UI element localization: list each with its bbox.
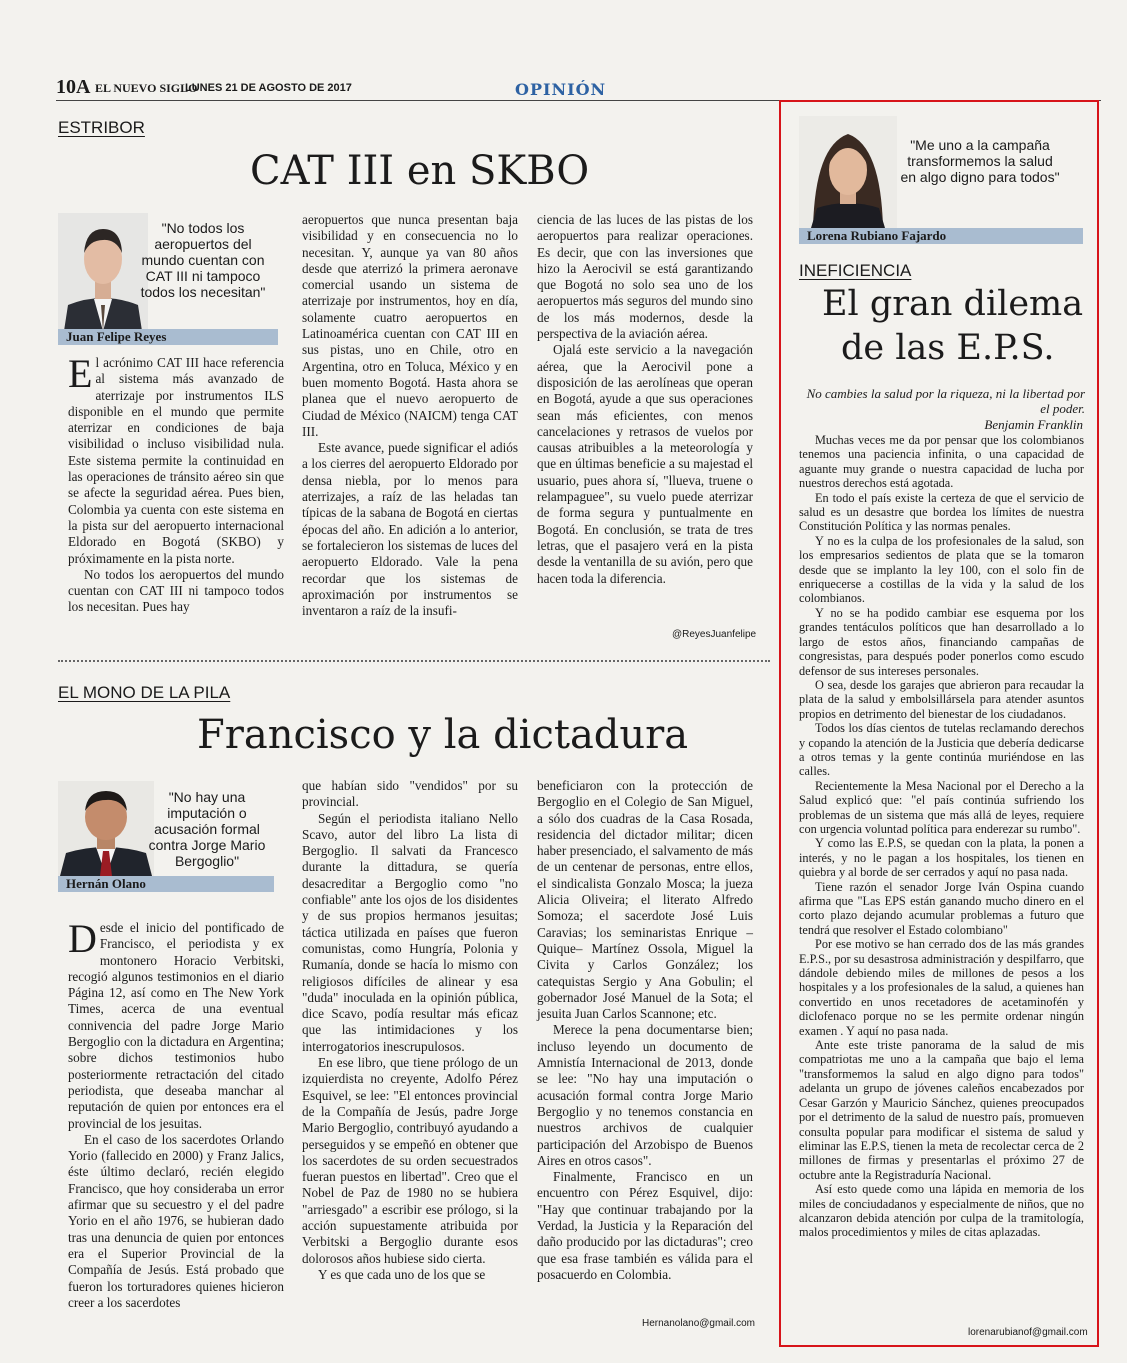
article3-paragraph: Así esto quede como una lápida en memoria de los miles de conciudadanos y especialmente de niños, que no alcanzaron debida atención por culpa de la tramitología, malos procedimientos y miles de citas aplazadas. bbox=[799, 1182, 1084, 1240]
article2-headline: Francisco y la dictadura bbox=[197, 712, 689, 758]
article3-paragraph: Recientemente la Mesa Nacional por el Derecho a la Salud explicó que: "el país continúa sufriendo los problemas de un sistema que más allá de leyes, requiere con urgencia voluntad política para enderezar su rumbo". bbox=[799, 778, 1084, 836]
article2-paragraph: Según el periodista italiano Nello Scavo, autor del libro La lista di Bergoglio. Il salvati da Francesco durante la dittadura, se quería desacreditar a Bergoglio como "no confiable" ante los ojos de los disidentes y de sus propios hermanos jesuitas; táctica utilizada en países que fueron comunistas, como Hungría, Polonia y Rumanía, donde se hacía lo mismo con religiosos difíciles de alinear y esa "duda" inoculada en la opinión pública, dice Scavo, podía resultar más eficaz que las intimidaciones y los interrogatorios inescrupulosos. bbox=[302, 810, 518, 1054]
article3-paragraph: Y no es la culpa de los profesionales de la salud, son los empresarios sedientos de plata que se la tomaron desde que se implanto la ley 100, con el solo fin de enriquecerse a costillas de la vida y la salud de los colombianos. bbox=[799, 533, 1084, 606]
article1-paragraph: No todos los aeropuertos del mundo cuentan con CAT III ni tampoco todos los necesitan. Pues hay bbox=[68, 566, 284, 615]
author-photo-juan-felipe-reyes bbox=[58, 213, 148, 331]
article3-kicker: INEFICIENCIA bbox=[799, 261, 912, 280]
article2-column-2 bbox=[302, 778, 518, 1283]
article1-column-1 bbox=[68, 351, 284, 616]
article3-paragraph: Por ese motivo se han cerrado dos de las más grandes E.P.S., por su desastrosa administración y despilfarro, que dándole debiendo miles de millones de pesos a los hospitales y a los profesionales de la salud, a quienes han convertido en unos recetadores de acetaminofén y diclofenaco porque no se les permite ordenar ningún examen . Y aquí no pasa nada. bbox=[799, 937, 1084, 1038]
article3-paragraph: Todos los días cientos de tutelas reclamando derechos y copando la atención de la Justicia que debería dedicarse a otros temas y la gente continúa muriéndose en las calles. bbox=[799, 721, 1084, 779]
dropcap-letter: E bbox=[68, 351, 93, 396]
article1-paragraph: ciencia de las luces de las pistas de los aeropuertos para realizar operaciones. Es decir, que con las inversiones que hizo la Aerocivil se está garantizando que Bogotá no solo sea uno de los aeropuertos más seguros del mundo sino de los más modernos, desde la perspectiva de la aviación aérea. bbox=[537, 212, 753, 342]
article2-paragraph: En el caso de los sacerdotes Orlando Yorio (fallecido en 2000) y Franz Jalics, éste último declaró, recién elegido Francisco, que hoy consideraba un error afirmar que su secuestro y el del padre Yorio en el año 1976, se hubieran dado tras una denuncia de quien por entonces era el Superior Provincial de la Compañía de Jesús. Está probado que fueron los torturadores quienes hicieron creer a los sacerdotes bbox=[68, 1131, 284, 1310]
article2-paragraph: En ese libro, que tiene prólogo de un izquierdista no creyente, Adolfo Pérez Esquivel, se lee: "El entonces provincial de la Compañía de Jesús, padre Jorge Mario Bergoglio, contribuyó ayudando a perseguidos y se empeñó en obtener que los sacerdotes de su orden secuestrados fueran puestos en libertad". Creo que el Nobel de Paz de 1980 no se hubiera "arriesgado" a escribir ese prólogo, si la acción supuestamente atribuida por Verbitski a Bergoglio durante esos dolorosos años hubiese sido cierta. bbox=[302, 1055, 518, 1266]
article3-author: Lorena Rubiano Fajardo bbox=[799, 228, 1083, 244]
article3-epigraph-author: Benjamin Franklin bbox=[984, 417, 1083, 432]
article3-headline-line-2: de las E.P.S. bbox=[841, 328, 1055, 368]
article3-paragraph: Tiene razón el senador Jorge Iván Ospina cuando afirma que "Las EPS están ganando mucho dinero en el corto plazo dejando acumular problemas a futuro que tendrá que resolver el Estado colombiano" bbox=[799, 879, 1084, 937]
article3-paragraph: O sea, desde los garajes que abrieron para recaudar la plata de la salud y embolsillársela para atender asuntos propios en detrimento del bienestar de los ciudadanos. bbox=[799, 677, 1084, 721]
article2-kicker: EL MONO DE LA PILA bbox=[58, 683, 231, 702]
article3-paragraph: Ante este triste panorama de la salud de mis compatriotas me uno a la campaña que bajo el lema "transformemos la salud en algo digno para todos" adelanta un grupo de jóvenes caleños encabezados por Cesar Garzón y Mauricio Sánchez, quienes preocupados por el detrimento de la salud de nuestro país, promueven consulta popular para modificar el sistema de salud y eliminar las E.P.S, tienen la meta de recolectar cerca de 2 millones de firmas y presentarlas el próximo 27 de octubre ante la Registraduría Nacional. bbox=[799, 1038, 1084, 1182]
article2-paragraph: beneficiaron con la protección de Bergoglio en el Colegio de San Miguel, a sólo dos cuadras de la Casa Rosada, residencia del dictador militar; dicen haber presenciado, el salvamento de más de un centenar de personas, entre ellos, el sindicalista Gonzalo Mosca; la jueza Alicia Oliveira; el literato Alfredo Somoza; el sacerdote José Luis Caravias; los seminaristas Enrique –Quique– Martínez Ossola, Miguel la Civita y Carlos González; los catequistas Sergio y Ana Gobulin; el gobernador José Manuel de la Sota; el jesuita Juan Carlos Scannone; etc. bbox=[537, 778, 753, 1022]
article2-paragraph: Merece la pena documentarse bien; incluso leyendo un documento de Amnistía Internacional de 2013, donde se lee: "No hay una imputación o acusación formal contra Jorge Mario Bergoglio y no tenemos constancia en nuestros archivos de cualquier participación del Arzobispo de Buenos Aires en otros casos". bbox=[537, 1022, 753, 1168]
newspaper-name: EL NUEVO SIGLO bbox=[95, 81, 198, 95]
article2-column-1 bbox=[68, 916, 284, 1311]
article2-pull-quote: "No hay una imputación o acusación formal contra Jorge Mario Bergoglio" bbox=[148, 789, 266, 869]
article3-body bbox=[799, 433, 1084, 1240]
article2-paragraph: Desde el inicio del pontificado de Francisco, el periodista y ex montonero Horacio Verbitski, recogió algunos testimonios en el diario Página 12, así como en The New York Times, acerca de una eventual connivencia del padre Jorge Mario Bergoglio con la dictadura en Argentina; sobre dichos testimonios hubo posteriormente retractación del citado periodista, que deseaba manchar al reputación de quien por entonces era el provincial de los jesuitas. bbox=[68, 916, 284, 1131]
article1-kicker: ESTRIBOR bbox=[58, 118, 145, 137]
article3-paragraph: Muchas veces me da por pensar que los colombianos tenemos una paciencia infinita, o una capacidad de aguante muy grande o nuestra capacidad de lucha por nuestros derechos está agotada. bbox=[799, 433, 1084, 491]
article1-paragraph: El acrónimo CAT III hace referencia al sistema más avanzado de aterrizaje por instrumentos ILS disponible en el mundo que permite aterrizar en condiciones de baja visibilidad o incluso visibilidad nula. Este sistema permite la continuidad en las operaciones de tránsito aéreo sin que se afecte la seguridad aérea. Pues bien, Colombia ya cuenta con este sistema en la pista sur del aeropuerto internacional Eldorado en Bogotá (SKBO) y próximamente en la pista norte. bbox=[68, 351, 284, 566]
article1-column-2 bbox=[302, 212, 518, 619]
article2-author: Hernán Olano bbox=[58, 876, 274, 892]
dropcap-letter: D bbox=[68, 916, 97, 961]
article1-paragraph: Este avance, puede significar el adiós a los cierres del aeropuerto Eldorado por densa niebla, por lo menos para aterrizajes, a raíz de las heladas tan típicas de la sabana de Bogotá en ciertas épocas del año. En adición a lo anterior, se fortalecieron los sistemas de luces del aeropuerto Eldorado. Vale la pena recordar que los sistemas de aproximación por instrumentos se inventaron a raíz de la insufi- bbox=[302, 440, 518, 619]
article2-column-3 bbox=[537, 778, 753, 1283]
article2-paragraph: que habían sido "vendidos" por su provincial. bbox=[302, 778, 518, 810]
article3-paragraph: Y no se ha podido cambiar ese esquema por los grandes tentáculos políticos que han desarrollado a lo largo de estos años, financiando campañas de congresistas, para después poder ponerlos como escudo defensor de sus intereses personales. bbox=[799, 605, 1084, 678]
portrait-man-suit-icon bbox=[58, 213, 148, 331]
article3-paragraph: En todo el país existe la certeza de que el servicio de salud es un desastre que bordea los límites de nuestra Constitución Política y las normas penales. bbox=[799, 490, 1084, 534]
article2-author-email: Hernanolano@gmail.com bbox=[642, 1318, 755, 1329]
article2-paragraph: Finalmente, Francisco en un encuentro con Pérez Esquivel, dijo: "Hay que continuar trabajando por la Verdad, la Justicia y la Reparación del daño producido por las dictaduras"; creo que esa frase también es válida para el posacuerdo en Colombia. bbox=[537, 1169, 753, 1282]
article1-column-3 bbox=[537, 212, 753, 587]
article1-paragraph: Ojalá este servicio a la navegación aérea, que la Aerocivil pone a disposición de las aerolíneas que operan en Bogotá, ayude a que sus operaciones sean más eficientes, con menos cancelaciones y retrasos de vuelos por causas atribuibles a la meteorología y que en últimas beneficie a su majestad el usuario, pues ahora sí, "llueva, truene o relampaguee", su vuelo puede aterrizar de forma segura y puntualmente en Bogotá. En conclusión, se trata de tres letras, que el pasajero verá en la pista desde la ventanilla de su avión, pero que hacen toda la diferencia. bbox=[537, 342, 753, 586]
article3-author-email: lorenarubianof@gmail.com bbox=[968, 1327, 1088, 1338]
portrait-woman-icon bbox=[799, 116, 897, 228]
article3-pull-quote: "Me uno a la campaña transformemos la salud en algo digno para todos" bbox=[900, 137, 1060, 185]
article-divider bbox=[58, 660, 770, 662]
article1-author-handle: @ReyesJuanfelipe bbox=[672, 629, 757, 640]
author-photo-lorena-rubiano bbox=[799, 116, 897, 228]
article2-paragraph: Y es que cada uno de los que se bbox=[318, 1266, 486, 1282]
page-number: 10A bbox=[56, 76, 91, 98]
article3-epigraph: No cambies la salud por la riqueza, ni la libertad por el poder. bbox=[806, 386, 1085, 416]
article1-paragraph: aeropuertos que nunca presentan baja visibilidad y en consecuencia no lo necesitan. Y, aunque ya van 80 años desde que aterrizó la primera aeronave comercial usando un sistema de aterrizaje por instrumentos, hoy en día, solamente cuatro aeropuertos en Latinoamérica cuentan con CAT III en sus pistas, uno en Chile, otro en Argentina, otro en Toluca, México y en buen momento Bogotá. Hasta ahora se planea que el nuevo aeropuerto de Ciudad de México (NAICM) tenga CAT III. bbox=[302, 212, 518, 439]
article3-headline-line-1: El gran dilema bbox=[822, 284, 1084, 324]
article3-paragraph: Y como las E.P.S, se quedan con la plata, la ponen a interés, y no le pagan a los hospitales, los tienen en quiebra y al borde de ser cerrados y aquí no pasa nada. bbox=[799, 836, 1084, 880]
article1-pull-quote: "No todos los aeropuertos del mundo cuentan con CAT III ni tampoco todos los necesitan" bbox=[140, 220, 266, 300]
section-title: OPINIÓN bbox=[515, 80, 607, 99]
author-photo-hernan-olano bbox=[58, 781, 154, 876]
article1-author: Juan Felipe Reyes bbox=[58, 329, 278, 345]
article1-headline: CAT III en SKBO bbox=[250, 148, 590, 194]
issue-date: LUNES 21 DE AGOSTO DE 2017 bbox=[185, 82, 352, 94]
portrait-man-tie-icon bbox=[58, 781, 154, 876]
